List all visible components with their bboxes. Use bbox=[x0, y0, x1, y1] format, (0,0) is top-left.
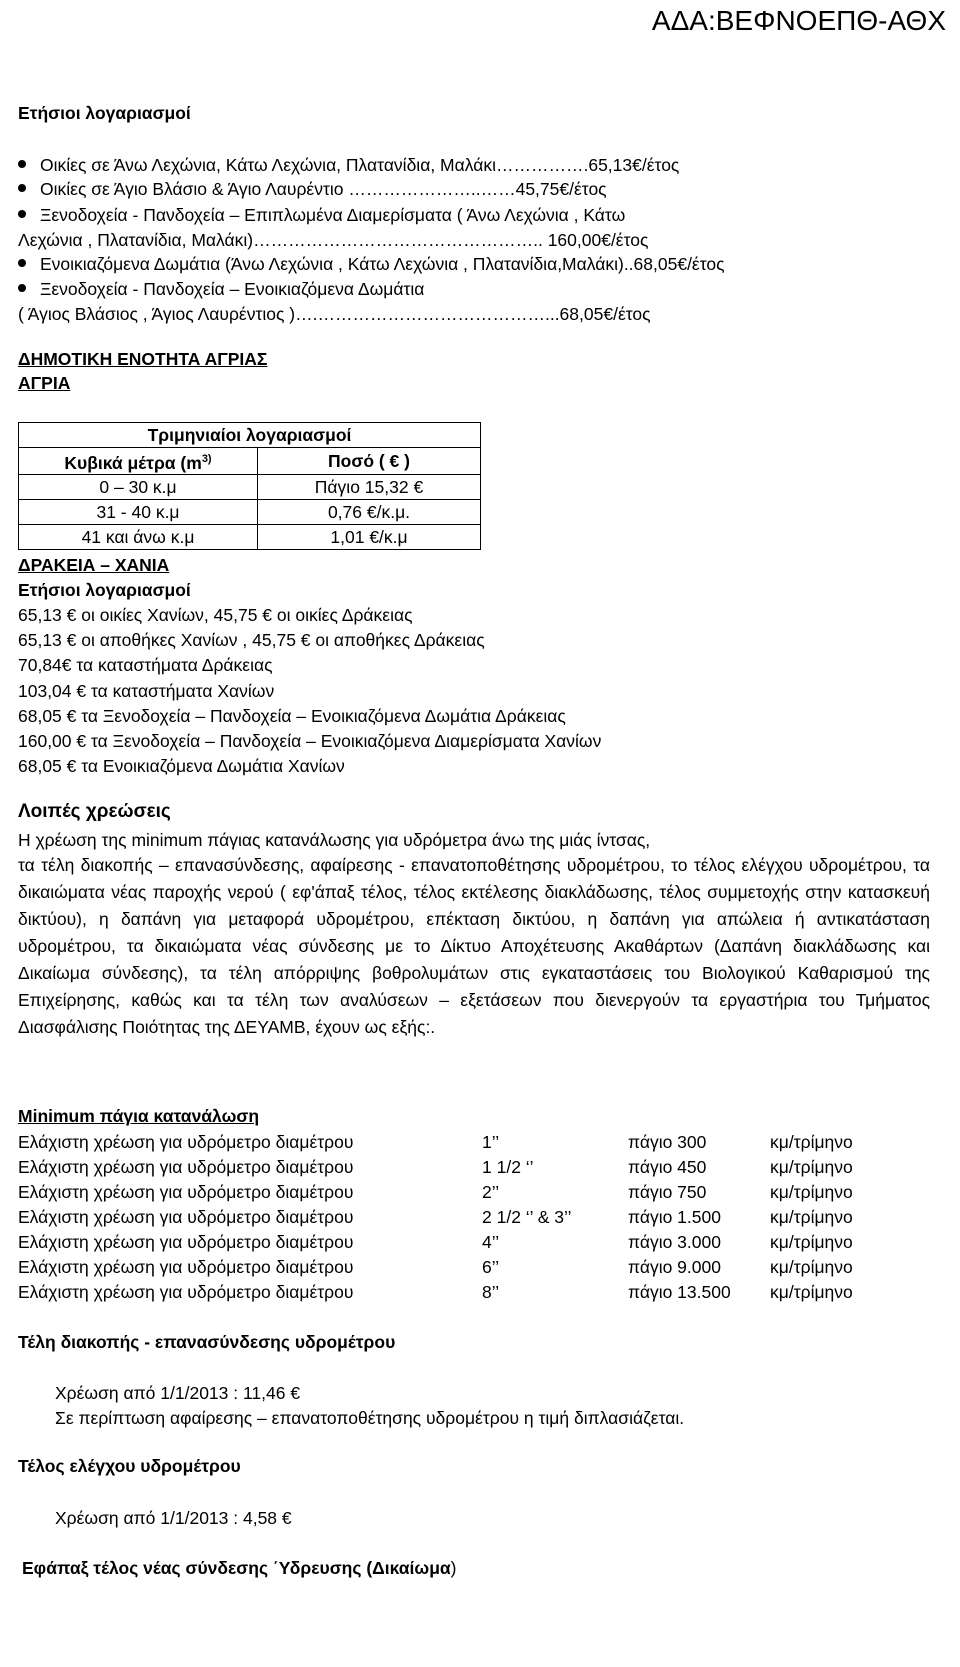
table-row: 41 και άνω κ.μ 1,01 €/κ.μ bbox=[19, 524, 481, 549]
check-charge: Χρέωση από 1/1/2013 : 4,58 € bbox=[55, 1508, 292, 1528]
bullet-icon bbox=[18, 259, 26, 267]
disconnect-title: Τέλη διακοπής - επανασύνδεσης υδρομέτρου bbox=[18, 1332, 396, 1352]
list-item: Ελάχιστη χρέωση για υδρόμετρο διαμέτρου bbox=[18, 1257, 354, 1277]
footer-title: Εφάπαξ τέλος νέας σύνδεσης ΄Υδρευσης (Δικαίωμα) bbox=[22, 1558, 457, 1578]
bullet-icon bbox=[18, 160, 26, 168]
ada-code: ΑΔΑ:ΒΕΦΝΟΕΠΘ-ΑΘΧ bbox=[651, 5, 946, 36]
drakeia-line: 68,05 € τα Ενοικιαζόμενα Δωμάτια Χανίων bbox=[18, 756, 345, 776]
annual-item-5-cont: ( Άγιος Βλάσιος , Άγιος Λαυρέντιος )….…………………………………...68,05€/έτος bbox=[18, 304, 651, 324]
minimum-title: Minimum πάγια κατανάλωση bbox=[18, 1106, 260, 1126]
list-item: Ελάχιστη χρέωση για υδρόμετρο διαμέτρου bbox=[18, 1207, 354, 1227]
table-row: 31 - 40 κ.μ 0,76 €/κ.μ. bbox=[19, 499, 481, 524]
col-header-amount: Ποσό ( € ) bbox=[258, 448, 481, 475]
list-item: Ελάχιστη χρέωση για υδρόμετρο διαμέτρου bbox=[18, 1132, 354, 1152]
drakeia-line: 70,84€ τα καταστήματα Δράκειας bbox=[18, 655, 273, 675]
annual-item-3-cont: Λεχώνια , Πλατανίδια, Μαλάκι)………………………………………….. 160,00€/έτος bbox=[18, 230, 649, 250]
agria-subtitle: ΑΓΡΙΑ bbox=[18, 373, 71, 393]
other-charges-intro: Η χρέωση της minimum πάγιας κατανάλωσης για υδρόμετρα άνω της μιάς ίντσας, bbox=[18, 830, 651, 850]
agria-title: ΔΗΜΟΤΙΚΗ ΕΝΟΤΗΤΑ ΑΓΡΙΑΣ bbox=[18, 349, 268, 369]
document-page: ΑΔΑ:ΒΕΦΝΟΕΠΘ-ΑΘΧ Ετήσιοι λογαριασμοί Οικίες σε Άνω Λεχώνια, Κάτω Λεχώνια, Πλατανίδια, Μαλάκι…………….65,13€/έτος Οικίες σε Άγιο Βλάσιο & Άγιο Λαυρέντιο …………………..……45,75€/έτος Ξενοδοχεία - Πανδοχεία – Επιπλωμένα Διαμερίσματα ( Άνω Λεχώνια , Κάτω Λεχώνια , Πλατανίδια, Μαλάκι)………………………………………….. 160,00€/έτος Ενοικιαζόμενα Δωμάτια (Άνω Λεχώνια , Κάτω Λεχώνια , Πλατανίδια,Μαλάκι)..68,05€/έτος Ξενοδοχεία - Πανδοχεία – Ενοικιαζόμενα Δωμάτια ( Άγιος Βλάσιος , Άγιος Λαυρέντιος )….…………………………………...68,05€/έτος ΔΗΜΟΤΙΚΗ ΕΝΟΤΗΤΑ ΑΓΡΙΑΣ ΑΓΡΙΑ Τριμηνιαίοι λογαριασμοί Κυβικά μέτρα ($m^{3)}$ Ποσό ( € ) 0 – 30 κ.μ Πάγιο 15,32 € 31 - 40 κ.μ 0,76 €/κ.μ. 41 και άνω κ.μ 1,01 €/κ.μ ΔΡΑΚΕΙΑ – ΧΑΝΙΑ Ετήσιοι λογαριασμοί 65,13 € οι οικίες Χανίων, 45,75 € οι οικίες Δράκειας 65,13 € οι αποθήκες Χανίων , 45,75 € οι αποθήκες Δράκειας 70,84€ τα καταστήματα Δράκειας 103,04 € τα καταστήματα Χανίων 68,05 € τα Ξενοδοχεία – Πανδοχεία – Ενοικιαζόμενα Δωμάτια Δράκειας 160,00 € τα Ξενοδοχεία – Πανδοχεία – Ενοικιαζόμενα Διαμερίσματα Χανίων 68,05 € τα Ενοικιαζόμενα Δωμάτια Χανίων Λοιπές χρεώσεις Η χρέωση της minimum πάγιας κατανάλωσης για υδρόμετρα άνω της μιάς ίντσας, τα τέλη διακοπής – επανασύνδεσης, αφαίρεσης - επανατοποθέτησης υδρομέτρου, το τέλος ελέγχου υδρομέτρου, τα δικαιώματα νέας παροχής νερού ( εφ'άπαξ τέλος, τέλος εκτέλεσης διακλάδωσης, τέλος συμμετοχής στην κατασκευή δικτύου), η δαπάνη για μεταφορά υδρομέτρου, επέκταση δικτύου, η δαπάνη για απώλεια ή αντικατάσταση υδρομέτρου, τα δικαιώματα νέας σύνδεσης με το Δίκτυο Αποχέτευσης Ακαθάρτων (Δαπάνη διακλάδωσης και Δικαίωμα σύνδεσης), τα τέλη απόρριψης βοθρολυμάτων στις εγκαταστάσεις του Βιολογικού Καθαρισμού της Επιχείρησης, καθώς και τα τέλη των αναλύσεων – εξετάσεων που διενεργούν τα εργαστήρια του Τμήματος Διασφάλισης Ποιότητας της ΔΕΥΑΜΒ, έχουν ως εξής:. Minimum πάγια κατανάλωση Ελάχιστη χρέωση για υδρόμετρο διαμέτρου 1’’ πάγιο 300 κμ/τρίμηνο Ελάχιστη χρέωση για υδρόμετρο διαμέτρου 1 1/2 ‘’ πάγιο 450 κμ/τρίμηνο Ελάχιστη χρέωση για υδρόμετρο διαμέτρου 2’’ πάγιο 750 κμ/τρίμηνο Ελάχιστη χρέωση για υδρόμετρο διαμέτρου 2 1/2 ‘’ & 3’’ πάγιο 1.500 κμ/τρίμηνο Ελάχιστη χρέωση για υδρόμετρο διαμέτρου 4’’ πάγιο 3.000 κμ/τρίμηνο Ελάχιστη χρέωση για υδρόμετρο διαμέτρου 6’’ πάγιο 9.000 κμ/τρίμηνο Ελάχιστη χρέωση για υδρόμετρο διαμέτρου 8’’ πάγιο 13.500 κμ/τρίμηνο Τέλη διακοπής - επανασύνδεσης υδρομέτρου Χρέωση από 1/1/2013 : 11,46 € Σε περίπτωση αφαίρεσης – επανατοποθέτησης υδρομέτρου η τιμή διπλασιάζεται. Τέλος ελέγχου υδρομέτρου Χρέωση από 1/1/2013 : 4,58 € Εφάπαξ τέλος νέας σύνδεσης ΄Υδρευσης (Δικαίωμα) bbox=[18, 5, 946, 1578]
drakeia-subtitle: Ετήσιοι λογαριασμοί bbox=[18, 580, 191, 600]
drakeia-title: ΔΡΑΚΕΙΑ – ΧΑΝΙΑ bbox=[18, 555, 170, 575]
list-item: Ελάχιστη χρέωση για υδρόμετρο διαμέτρου bbox=[18, 1157, 354, 1177]
bullet-icon bbox=[18, 284, 26, 292]
disconnect-charge: Χρέωση από 1/1/2013 : 11,46 € bbox=[55, 1383, 301, 1403]
drakeia-line: 160,00 € τα Ξενοδοχεία – Πανδοχεία – Ενοικιαζόμενα Διαμερίσματα Χανίων bbox=[18, 731, 602, 751]
check-title: Τέλος ελέγχου υδρομέτρου bbox=[18, 1456, 241, 1476]
annual-item-1: Οικίες σε Άνω Λεχώνια, Κάτω Λεχώνια, Πλατανίδια, Μαλάκι…………….65,13€/έτος bbox=[18, 154, 679, 176]
table-title: Τριμηνιαίοι λογαριασμοί bbox=[19, 423, 481, 448]
other-charges-title: Λοιπές χρεώσεις bbox=[18, 801, 171, 822]
other-charges-paragraph: τα τέλη διακοπής – επανασύνδεσης, αφαίρεσης - επανατοποθέτησης υδρομέτρου, το τέλος ελέγχου υδρομέτρου, τα δικαιώματα νέας παροχής νερού ( εφ'άπαξ τέλος, τέλος εκτέλεσης διακλάδωσης, τέλος συμμετοχής στην κατασκευή δικτύου), η δαπάνη για μεταφορά υδρομέτρου, επέκταση δικτύου, η δαπάνη για απώλεια ή αντικατάσταση υδρομέτρου, τα δικαιώματα νέας σύνδεσης με το Δίκτυο Αποχέτευσης Ακαθάρτων (Δαπάνη διακλάδωσης και Δικαίωμα σύνδεσης), τα τέλη απόρριψης βοθρολυμάτων στις εγκαταστάσεις του Βιολογικού Καθαρισμού της Επιχείρησης, καθώς και τα τέλη των αναλύσεων – εξετάσεων που διενεργούν τα εργαστήρια του Τμήματος Διασφάλισης Ποιότητας της ΔΕΥΑΜΒ, έχουν ως εξής:. bbox=[18, 855, 930, 1037]
list-item: Ελάχιστη χρέωση για υδρόμετρο διαμέτρου bbox=[18, 1182, 354, 1202]
bullet-icon bbox=[18, 184, 26, 192]
list-item: Ελάχιστη χρέωση για υδρόμετρο διαμέτρου bbox=[18, 1282, 354, 1302]
annual-item-5: Ξενοδοχεία - Πανδοχεία – Ενοικιαζόμενα Δωμάτια bbox=[18, 278, 424, 300]
drakeia-line: 103,04 € τα καταστήματα Χανίων bbox=[18, 681, 275, 701]
annual-title: Ετήσιοι λογαριασμοί bbox=[18, 103, 191, 123]
col-header-cubic: Κυβικά μέτρα ($m^{3)}$ bbox=[19, 448, 258, 475]
bullet-icon bbox=[18, 210, 26, 218]
annual-item-3: Ξενοδοχεία - Πανδοχεία – Επιπλωμένα Διαμερίσματα ( Άνω Λεχώνια , Κάτω bbox=[18, 204, 625, 226]
drakeia-line: 68,05 € τα Ξενοδοχεία – Πανδοχεία – Ενοικιαζόμενα Δωμάτια Δράκειας bbox=[18, 706, 566, 726]
annual-item-2: Οικίες σε Άγιο Βλάσιο & Άγιο Λαυρέντιο …………………..……45,75€/έτος bbox=[18, 178, 607, 200]
drakeia-line: 65,13 € οι αποθήκες Χανίων , 45,75 € οι αποθήκες Δράκειας bbox=[18, 630, 485, 650]
drakeia-line: 65,13 € οι οικίες Χανίων, 45,75 € οι οικίες Δράκειας bbox=[18, 605, 413, 625]
table-row: 0 – 30 κ.μ Πάγιο 15,32 € bbox=[19, 474, 481, 499]
annual-item-4: Ενοικιαζόμενα Δωμάτια (Άνω Λεχώνια , Κάτω Λεχώνια , Πλατανίδια,Μαλάκι)..68,05€/έτος bbox=[18, 253, 725, 275]
list-item: Ελάχιστη χρέωση για υδρόμετρο διαμέτρου bbox=[18, 1232, 354, 1252]
agria-tariff-table bbox=[18, 422, 481, 550]
disconnect-note: Σε περίπτωση αφαίρεσης – επανατοποθέτησης υδρομέτρου η τιμή διπλασιάζεται. bbox=[55, 1408, 685, 1428]
